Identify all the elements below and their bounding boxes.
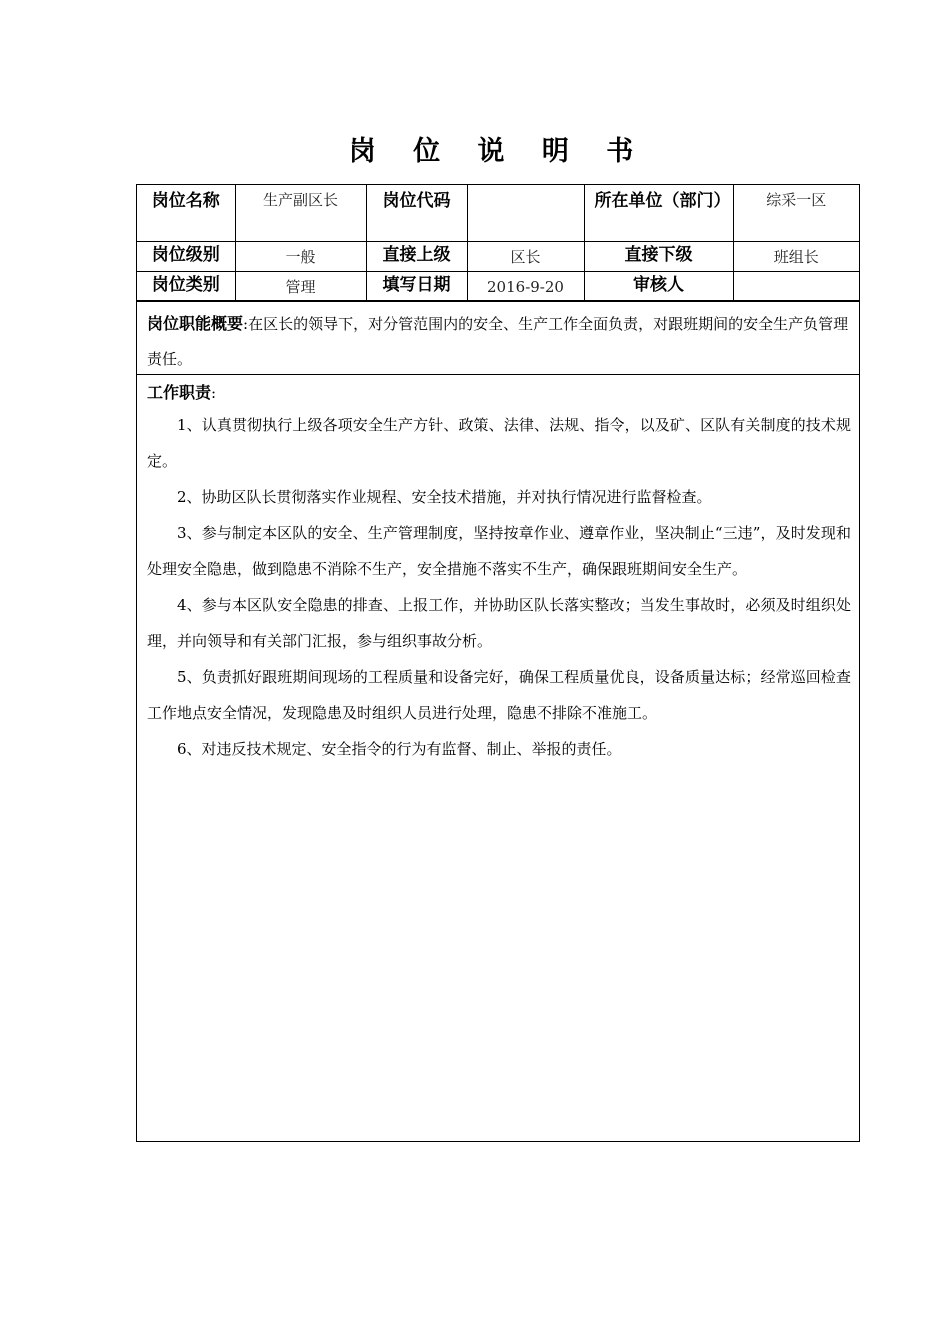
label-direct-subordinate: 直接下级	[584, 241, 733, 271]
info-row-1	[137, 185, 859, 241]
duties-heading-line	[147, 379, 851, 407]
value-department: 综采一区	[733, 185, 859, 241]
label-fill-date: 填写日期	[366, 271, 467, 300]
label-direct-superior: 直接上级	[366, 241, 467, 271]
label-position-category: 岗位类别	[137, 271, 235, 300]
value-fill-date: 2016-9-20	[467, 271, 584, 300]
duty-item-1: 1、认真贯彻执行上级各项安全生产方针、政策、法律、法规、指令，以及矿、区队有关制度的技术规定。	[147, 415, 851, 470]
duty-item-4: 4、参与本区队安全隐患的排查、上报工作，并协助区队长落实整改；当发生事故时，必须及时组织处理，并向领导和有关部门汇报，参与组织事故分析。	[147, 595, 851, 650]
label-department: 所在单位（部门）	[584, 185, 733, 241]
info-row-2	[137, 241, 859, 271]
duties-heading: 工作职责	[147, 382, 212, 402]
document-title: 岗 位 说 明 书	[348, 136, 648, 167]
value-direct-superior: 区长	[467, 241, 584, 271]
info-row-3	[137, 271, 859, 300]
duty-item-5: 5、负责抓好跟班期间现场的工程质量和设备完好，确保工程质量优良，设备质量达标；经常巡回检查工作地点安全情况，发现隐患及时组织人员进行处理，隐患不排除不准施工。	[147, 667, 851, 722]
value-position-category: 管理	[235, 271, 366, 300]
duty-item-6: 6、对违反技术规定、安全指令的行为有监督、制止、举报的责任。	[177, 739, 622, 758]
duty-item-3: 3、参与制定本区队的安全、生产管理制度，坚持按章作业、遵章作业，坚决制止“三违”，及时发现和处理安全隐患，做到隐患不消除不生产，安全措施不落实不生产，确保跟班期间安全生产。	[147, 523, 851, 578]
value-position-code	[467, 185, 584, 241]
value-position-name: 生产副区长	[235, 185, 366, 241]
value-position-level: 一般	[235, 241, 366, 271]
summary-heading: 岗位职能概要	[147, 313, 244, 333]
label-position-code: 岗位代码	[366, 185, 467, 241]
label-position-name: 岗位名称	[137, 185, 235, 241]
duties-separator: :	[211, 383, 217, 402]
job-info-table	[137, 185, 859, 301]
label-position-level: 岗位级别	[137, 241, 235, 271]
value-direct-subordinate: 班组长	[733, 241, 859, 271]
summary-separator: :	[243, 314, 249, 333]
function-summary	[137, 301, 859, 375]
value-reviewer	[733, 271, 859, 300]
duty-item-2: 2、协助区队长贯彻落实作业规程、安全技术措施，并对执行情况进行监督检查。	[177, 487, 712, 506]
work-duties	[137, 375, 859, 767]
summary-text: 在区长的领导下，对分管范围内的安全、生产工作全面负责，对跟班期间的安全生产负管理责任。	[147, 314, 849, 368]
label-reviewer: 审核人	[584, 271, 733, 300]
job-description-form	[136, 184, 860, 1142]
